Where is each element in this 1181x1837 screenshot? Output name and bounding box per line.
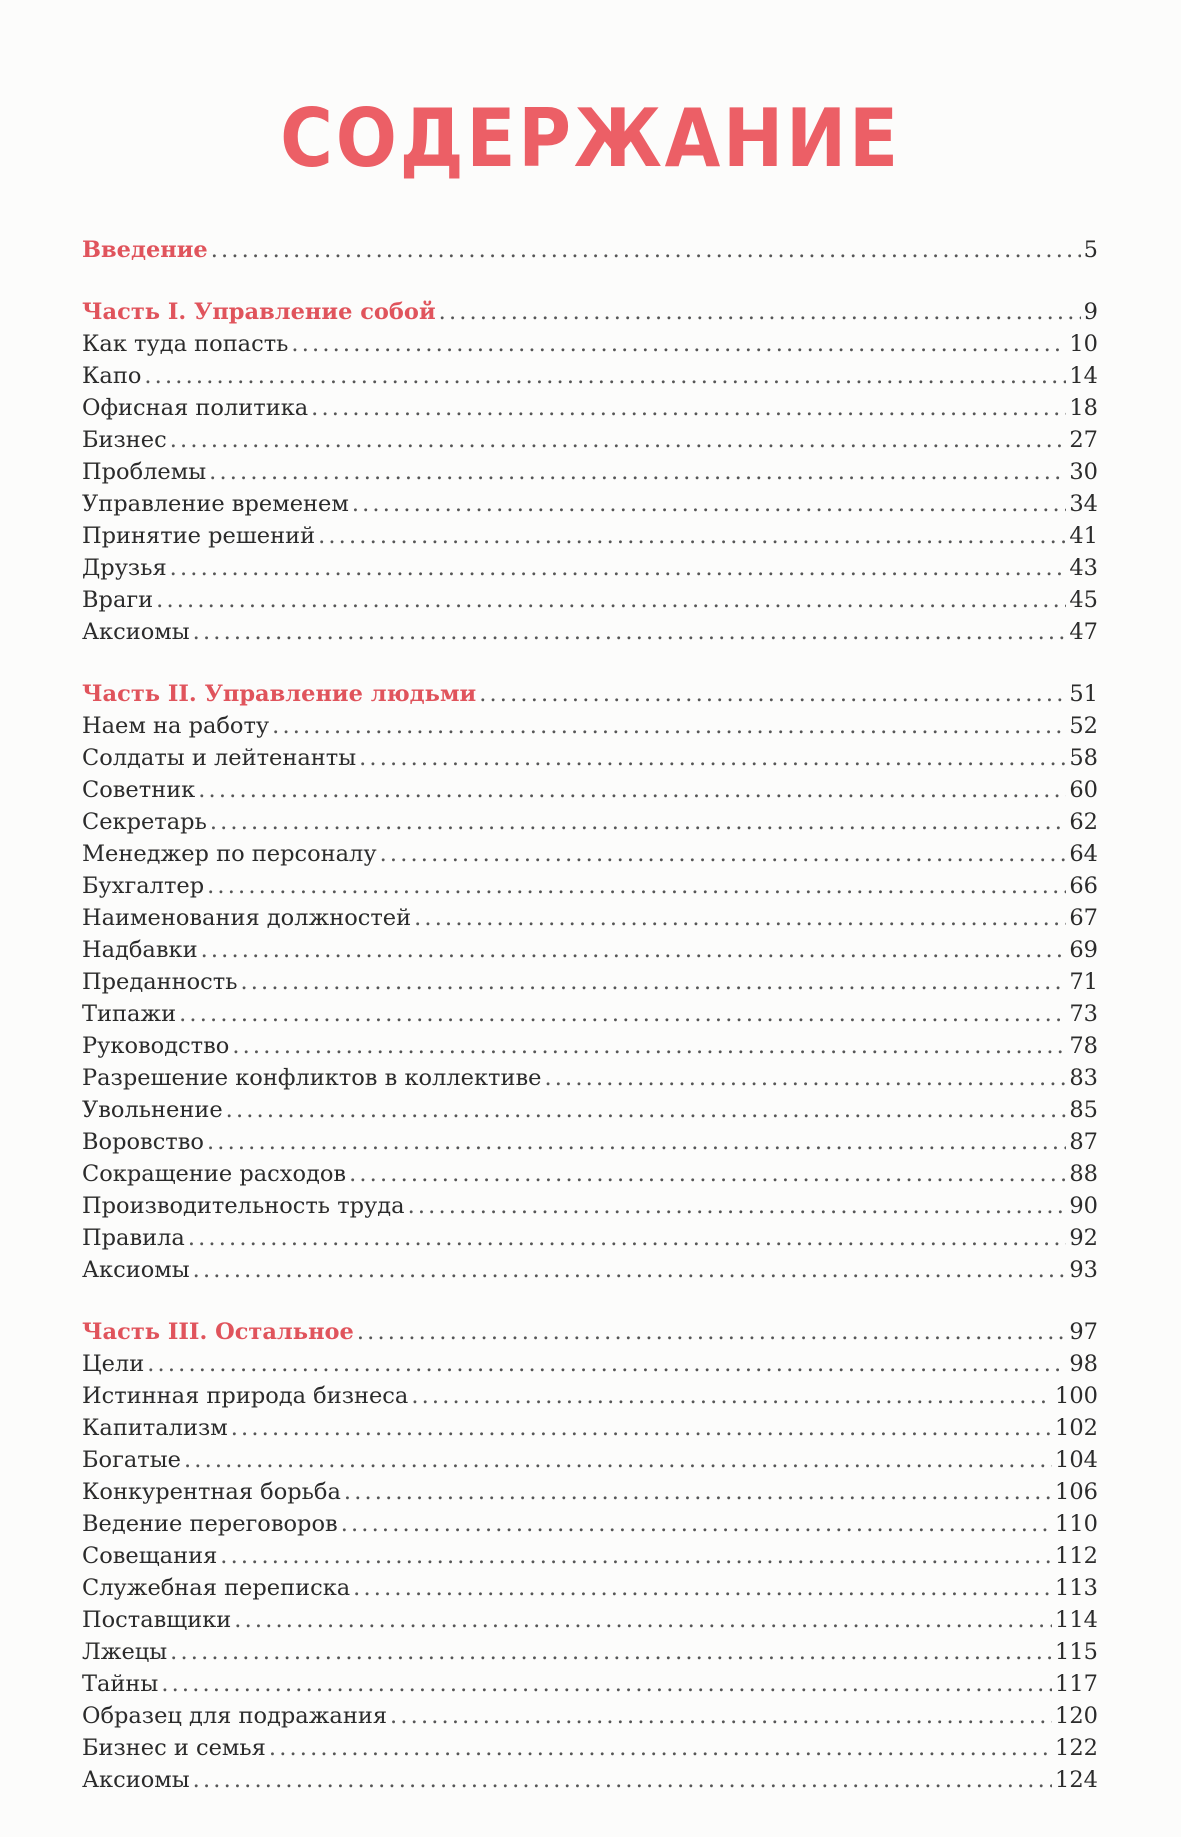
toc-entry-page-number: 43	[1069, 555, 1098, 581]
toc-entry-label: Разрешение конфликтов в коллективе	[82, 1065, 542, 1091]
toc-entry-label: Цели	[82, 1351, 145, 1377]
toc-entry-label: Друзья	[82, 555, 167, 581]
toc-entry-page-number: 78	[1069, 1033, 1098, 1059]
toc-entry-page-number: 14	[1069, 363, 1098, 389]
toc-entry	[82, 1636, 1098, 1668]
toc-entry-label: Сокращение расходов	[82, 1161, 347, 1187]
toc-entry	[82, 774, 1098, 806]
toc-part-heading-page-number: 97	[1069, 1319, 1098, 1345]
dot-leader	[272, 710, 1066, 742]
toc-entry-label: Воровство	[82, 1129, 204, 1155]
toc-part-heading-label: Часть III. Остальное	[82, 1319, 354, 1345]
toc-entry	[82, 328, 1098, 360]
toc-entry-page-number: 85	[1069, 1097, 1098, 1123]
toc-entry-label: Поставщики	[82, 1607, 232, 1633]
toc-entry	[82, 934, 1098, 966]
toc-entry-label: Совещания	[82, 1543, 218, 1569]
toc-entry	[82, 1604, 1098, 1636]
dot-leader	[341, 1508, 1052, 1540]
dot-leader	[184, 1444, 1052, 1476]
toc-entry	[82, 966, 1098, 998]
dot-leader	[226, 1094, 1067, 1126]
toc-entry-page-number: 30	[1069, 459, 1098, 485]
toc-entry-page-number: 115	[1055, 1639, 1098, 1665]
toc-entry	[82, 1254, 1098, 1286]
dot-leader	[390, 1700, 1052, 1732]
toc-entry-label: Тайны	[82, 1671, 159, 1697]
toc-entry-label: Бухгалтер	[82, 873, 205, 899]
toc-entry	[82, 870, 1098, 902]
toc-part-heading	[82, 296, 1098, 328]
toc-entry-label: Правила	[82, 1225, 185, 1251]
toc-entry	[82, 1572, 1098, 1604]
toc-entry-page-number: 83	[1069, 1065, 1098, 1091]
toc-entry	[82, 1412, 1098, 1444]
toc-entry	[82, 1540, 1098, 1572]
toc-entry-label: Секретарь	[82, 809, 207, 835]
dot-leader	[193, 1764, 1052, 1796]
toc-entry	[82, 392, 1098, 424]
section-gap	[82, 266, 1098, 296]
toc-entry-page-number: 10	[1069, 331, 1098, 357]
toc-entry-page-number: 52	[1069, 713, 1098, 739]
toc-part-heading-page-number: 9	[1083, 299, 1098, 325]
dot-leader	[240, 966, 1066, 998]
dot-leader	[344, 1476, 1052, 1508]
toc-entry-label: Типажи	[82, 1001, 177, 1027]
dot-leader	[170, 552, 1067, 584]
toc-entry-label: Производительность труда	[82, 1193, 405, 1219]
toc-entry-page-number: 73	[1069, 1001, 1098, 1027]
dot-leader	[291, 328, 1066, 360]
toc-entry-page-number: 110	[1055, 1511, 1098, 1537]
toc-entry-label: Преданность	[82, 969, 238, 995]
dot-leader	[170, 424, 1067, 456]
dot-leader	[352, 488, 1067, 520]
toc-entry	[82, 1764, 1098, 1796]
dot-leader	[207, 1126, 1066, 1158]
table-of-contents	[82, 234, 1098, 1796]
toc-entry-label: Солдаты и лейтенанты	[82, 745, 357, 771]
section-gap	[82, 1286, 1098, 1316]
toc-entry-label: Руководство	[82, 1033, 230, 1059]
toc-entry-label: Бизнес	[82, 427, 167, 453]
toc-entry-label: Бизнес и семья	[82, 1735, 266, 1761]
toc-entry-page-number: 64	[1069, 841, 1098, 867]
toc-entry-label: Аксиомы	[82, 1767, 190, 1793]
toc-entry-page-number: 87	[1069, 1129, 1098, 1155]
toc-entry	[82, 1508, 1098, 1540]
toc-intro	[82, 234, 1098, 266]
toc-entry-label: Наименования должностей	[82, 905, 412, 931]
toc-entry	[82, 488, 1098, 520]
dot-leader	[209, 456, 1066, 488]
toc-part-heading-page-number: 51	[1069, 681, 1098, 707]
toc-entry-page-number: 100	[1055, 1383, 1098, 1409]
toc-entry-page-number: 60	[1069, 777, 1098, 803]
toc-entry	[82, 806, 1098, 838]
dot-leader	[193, 1254, 1067, 1286]
dot-leader	[479, 678, 1066, 710]
dot-leader	[544, 1062, 1066, 1094]
toc-entry	[82, 838, 1098, 870]
section-gap	[82, 648, 1098, 678]
dot-leader	[269, 1732, 1052, 1764]
toc-entry-label: Аксиомы	[82, 1257, 190, 1283]
dot-leader	[156, 584, 1066, 616]
toc-entry-label: Лжецы	[82, 1639, 168, 1665]
toc-entry-page-number: 117	[1055, 1671, 1098, 1697]
dot-leader	[232, 1030, 1066, 1062]
toc-entry-page-number: 93	[1069, 1257, 1098, 1283]
toc-entry	[82, 1062, 1098, 1094]
toc-part-heading	[82, 678, 1098, 710]
toc-entry	[82, 1126, 1098, 1158]
toc-entry-page-number: 62	[1069, 809, 1098, 835]
toc-entry-page-number: 88	[1069, 1161, 1098, 1187]
toc-entry-page-number: 106	[1055, 1479, 1098, 1505]
toc-entry	[82, 1668, 1098, 1700]
toc-entry-label: Принятие решений	[82, 523, 316, 549]
toc-entry	[82, 902, 1098, 934]
toc-entry-label: Богатые	[82, 1447, 181, 1473]
toc-entry-page-number: 27	[1069, 427, 1098, 453]
toc-entry-page-number: 47	[1069, 619, 1098, 645]
dot-leader	[144, 360, 1066, 392]
toc-part-heading-label: Часть I. Управление собой	[82, 299, 436, 325]
dot-leader	[147, 1348, 1066, 1380]
dot-leader	[179, 998, 1066, 1030]
toc-entry	[82, 424, 1098, 456]
dot-leader	[198, 774, 1066, 806]
toc-entry-page-number: 113	[1055, 1575, 1098, 1601]
dot-leader	[170, 1636, 1052, 1668]
dot-leader	[201, 934, 1067, 966]
toc-entry	[82, 584, 1098, 616]
dot-leader	[353, 1572, 1052, 1604]
dot-leader	[211, 234, 1081, 266]
toc-entry-label: Ведение переговоров	[82, 1511, 338, 1537]
toc-entry-page-number: 92	[1069, 1225, 1098, 1251]
toc-entry	[82, 1348, 1098, 1380]
toc-entry-label: Враги	[82, 587, 154, 613]
toc-part-heading-label: Часть II. Управление людьми	[82, 681, 477, 707]
toc-entry-page-number: 102	[1055, 1415, 1098, 1441]
toc-entry-page-number: 124	[1055, 1767, 1098, 1793]
toc-entry	[82, 1158, 1098, 1190]
dot-leader	[439, 296, 1081, 328]
toc-entry	[82, 360, 1098, 392]
dot-leader	[408, 1190, 1067, 1222]
dot-leader	[414, 902, 1066, 934]
toc-entry-label: Аксиомы	[82, 619, 190, 645]
toc-entry	[82, 456, 1098, 488]
toc-entry-page-number: 120	[1055, 1703, 1098, 1729]
toc-entry-page-number: 114	[1055, 1607, 1098, 1633]
toc-entry	[82, 710, 1098, 742]
toc-entry	[82, 742, 1098, 774]
dot-leader	[210, 806, 1067, 838]
toc-entry-page-number: 45	[1069, 587, 1098, 613]
dot-leader	[188, 1222, 1067, 1254]
toc-entry-label: Образец для подражания	[82, 1703, 388, 1729]
toc-part-heading	[82, 1316, 1098, 1348]
dot-leader	[234, 1604, 1052, 1636]
toc-entry-label: Капитализм	[82, 1415, 228, 1441]
toc-entry-page-number: 71	[1069, 969, 1098, 995]
dot-leader	[311, 392, 1066, 424]
toc-entry-page-number: 98	[1069, 1351, 1098, 1377]
toc-entry	[82, 1476, 1098, 1508]
toc-entry-page-number: 122	[1055, 1735, 1098, 1761]
toc-entry-page-number: 112	[1055, 1543, 1098, 1569]
dot-leader	[357, 1316, 1067, 1348]
toc-entry-label: Офисная политика	[82, 395, 309, 421]
toc-entry-page-number: 69	[1069, 937, 1098, 963]
dot-leader	[161, 1668, 1052, 1700]
toc-entry-label: Увольнение	[82, 1097, 223, 1123]
toc-entry-page-number: 67	[1069, 905, 1098, 931]
dot-leader	[359, 742, 1066, 774]
page-title: СОДЕРЖАНИЕ	[280, 92, 901, 185]
toc-entry	[82, 1094, 1098, 1126]
toc-entry	[82, 616, 1098, 648]
dot-leader	[349, 1158, 1066, 1190]
toc-entry-page-number: 18	[1069, 395, 1098, 421]
toc-entry	[82, 1190, 1098, 1222]
toc-entry	[82, 1380, 1098, 1412]
toc-entry-label: Управление временем	[82, 491, 349, 517]
toc-entry-label: Проблемы	[82, 459, 207, 485]
toc-entry-label: Капо	[82, 363, 142, 389]
toc-entry-label: Служебная переписка	[82, 1575, 351, 1601]
toc-entry-label: Менеджер по персоналу	[82, 841, 377, 867]
toc-entry-page-number: 41	[1069, 523, 1098, 549]
toc-entry-page-number: 58	[1069, 745, 1098, 771]
dot-leader	[380, 838, 1067, 870]
toc-entry-label: Надбавки	[82, 937, 198, 963]
dot-leader	[220, 1540, 1052, 1572]
toc-entry-label: Советник	[82, 777, 196, 803]
toc-entry-page-number: 34	[1069, 491, 1098, 517]
dot-leader	[318, 520, 1066, 552]
toc-entry	[82, 1030, 1098, 1062]
toc-entry-page-number: 66	[1069, 873, 1098, 899]
toc-entry-label: Как туда попасть	[82, 331, 289, 357]
toc-entry	[82, 1222, 1098, 1254]
dot-leader	[411, 1380, 1052, 1412]
toc-entry-page-number: 90	[1069, 1193, 1098, 1219]
toc-entry	[82, 520, 1098, 552]
toc-entry-page-number: 104	[1055, 1447, 1098, 1473]
dot-leader	[193, 616, 1067, 648]
dot-leader	[207, 870, 1066, 902]
toc-entry	[82, 1444, 1098, 1476]
toc-entry-label: Наем на работу	[82, 713, 270, 739]
toc-entry	[82, 998, 1098, 1030]
toc-entry-label: Конкурентная борьба	[82, 1479, 341, 1505]
toc-entry	[82, 552, 1098, 584]
toc-entry	[82, 1732, 1098, 1764]
toc-intro-page-number: 5	[1083, 237, 1098, 263]
toc-entry-label: Истинная природа бизнеса	[82, 1383, 409, 1409]
dot-leader	[231, 1412, 1052, 1444]
toc-entry	[82, 1700, 1098, 1732]
toc-intro-label: Введение	[82, 237, 208, 263]
